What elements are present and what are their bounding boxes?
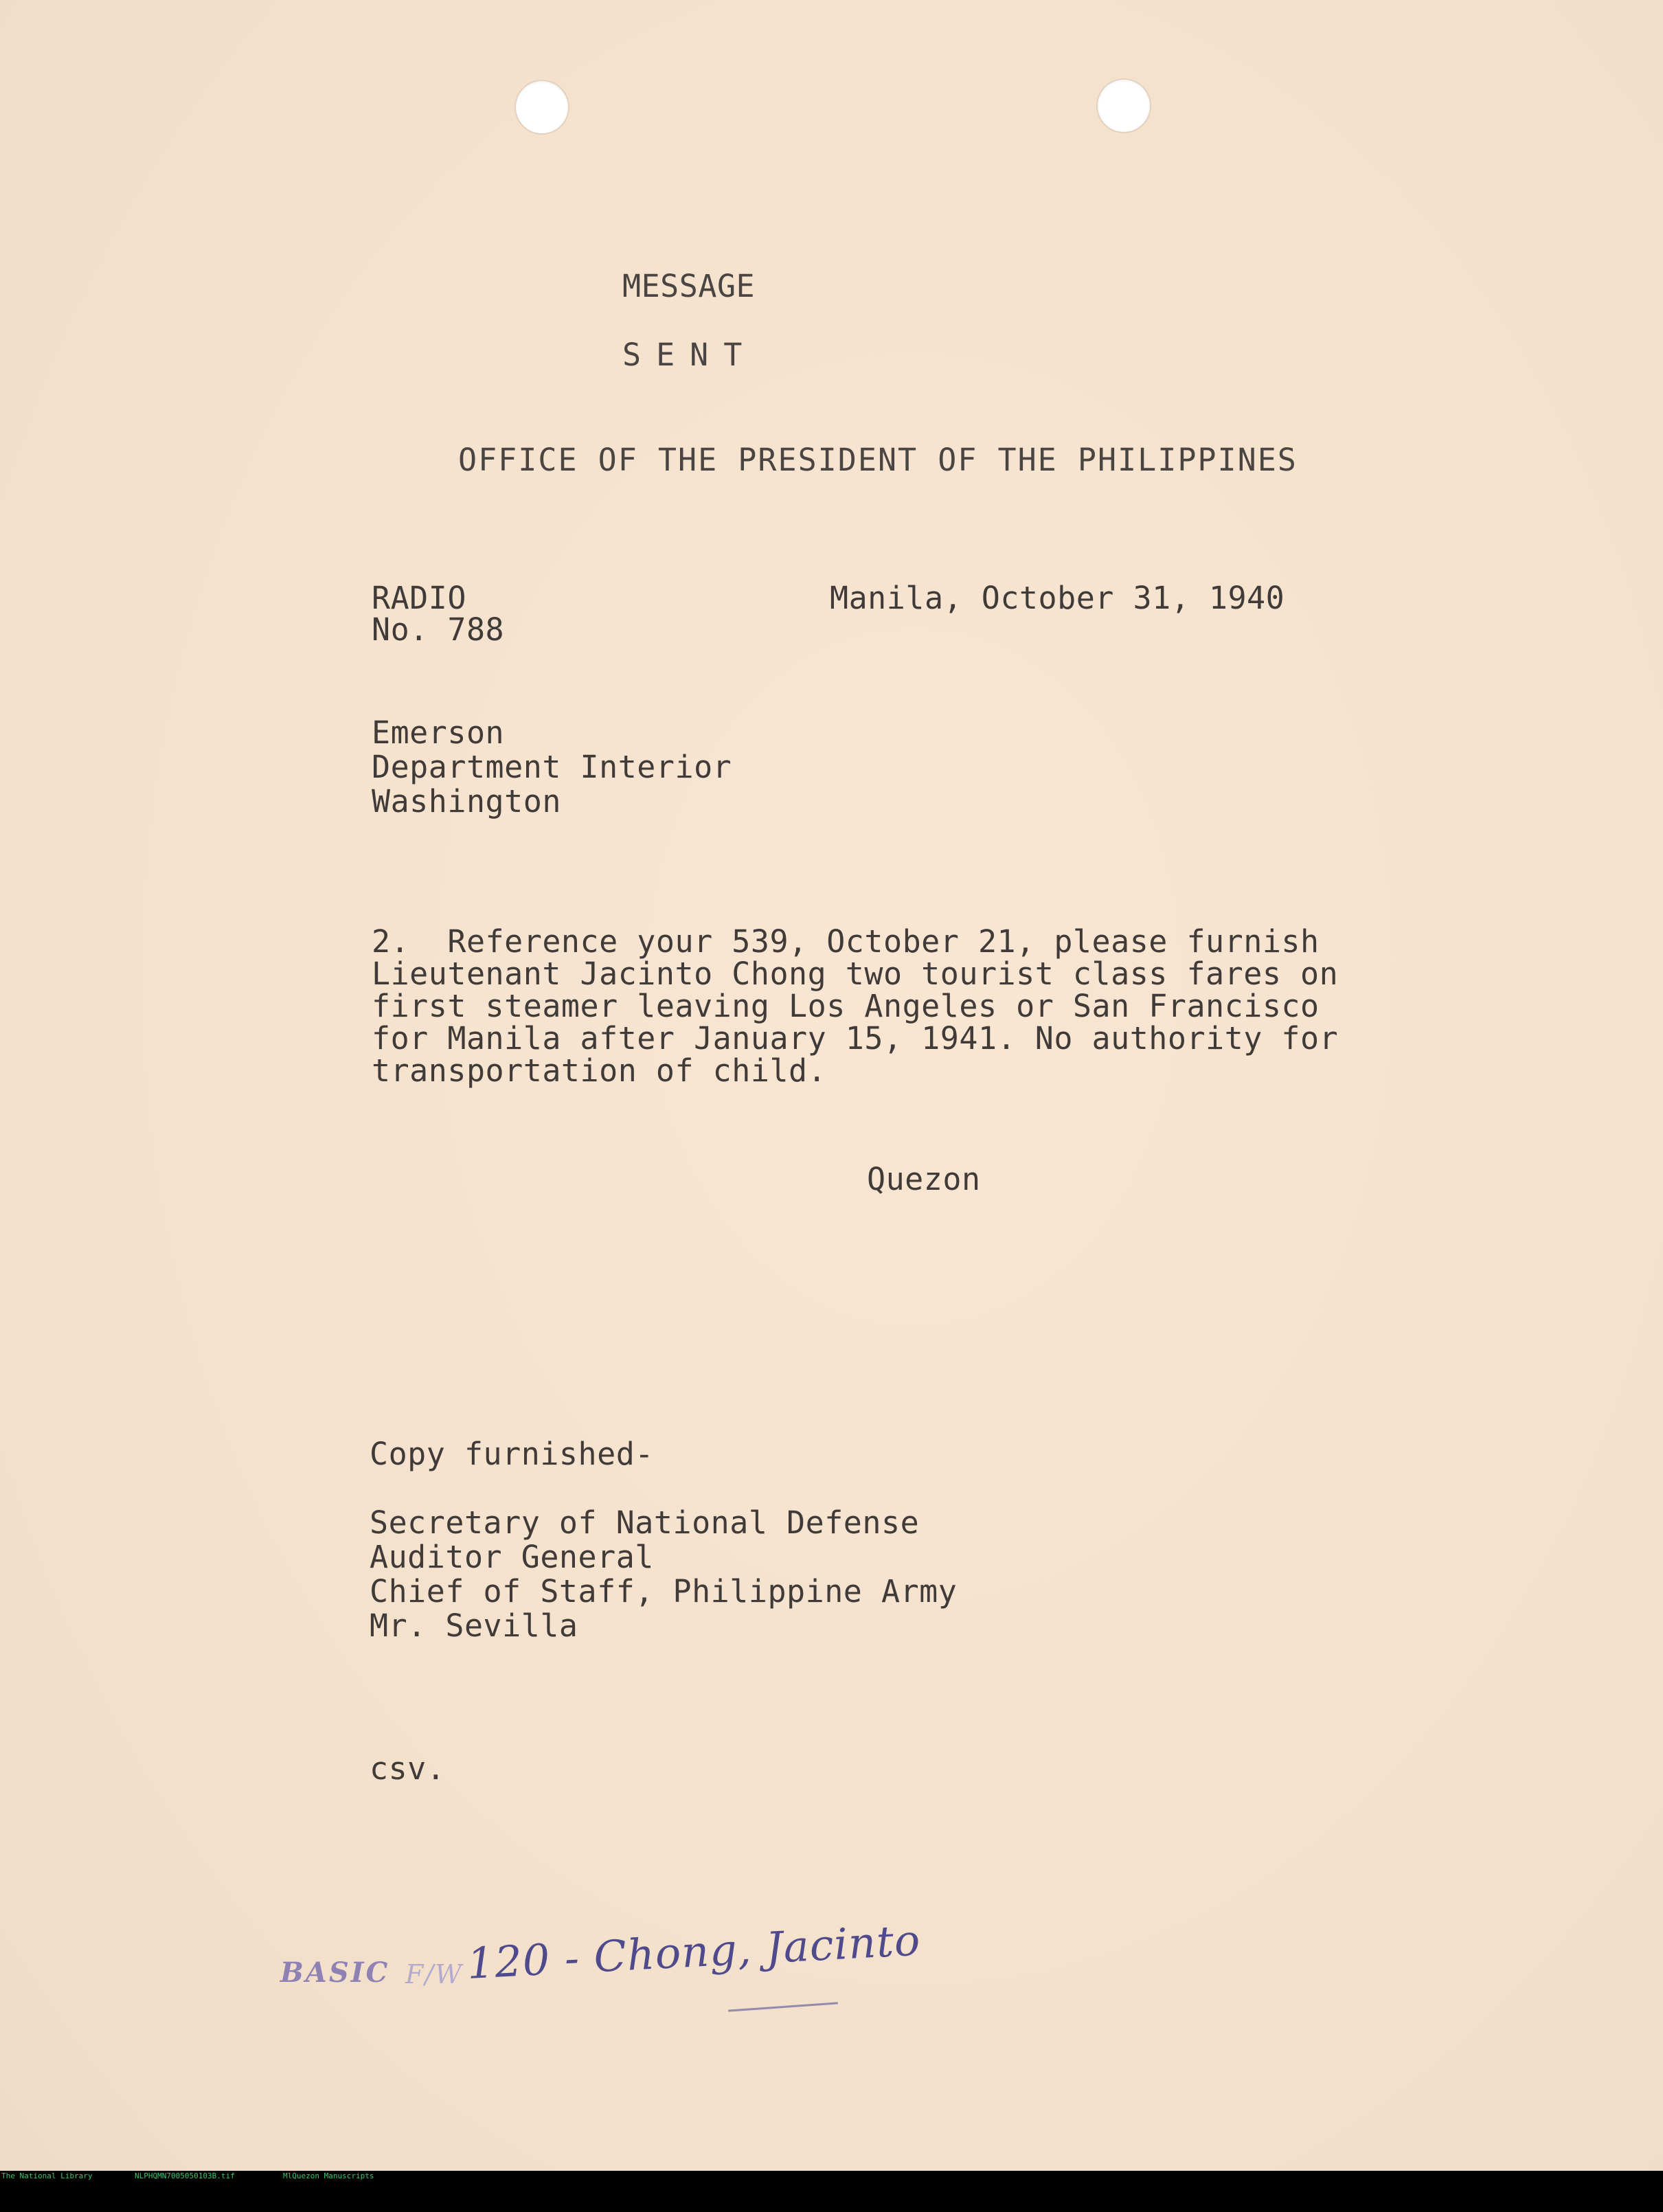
copy-recipient: Auditor General (370, 1539, 654, 1575)
office-title: OFFICE OF THE PRESIDENT OF THE PHILIPPINES (458, 442, 1298, 478)
radio-label: RADIO (372, 580, 466, 616)
body-line: for Manila after January 15, 1941. No authority for (372, 1020, 1339, 1057)
body-line: first steamer leaving Los Angeles or San Francisco (372, 988, 1320, 1024)
punch-hole-left (516, 81, 568, 133)
footer-collection: MlQuezon Manuscripts (283, 2171, 374, 2180)
basic-stamp: BASIC (280, 1956, 390, 1989)
radio-number: No. 788 (372, 611, 505, 648)
body-line: Lieutenant Jacinto Chong two tourist class fares on (372, 956, 1339, 992)
copy-recipient: Chief of Staff, Philippine Army (370, 1573, 958, 1610)
handwriting-stroke (728, 2002, 838, 2011)
message-date: Manila, October 31, 1940 (830, 580, 1285, 616)
fw-stamp: F/W (405, 1959, 464, 1989)
recipient-line: Department Interior (372, 749, 732, 785)
copy-recipient: Secretary of National Defense (370, 1504, 920, 1541)
footer-library: The National Library (1, 2171, 93, 2180)
punch-hole-right (1098, 80, 1150, 132)
heading-message: MESSAGE (622, 268, 756, 304)
footer-filename: NLPHQMN7005050103B.tif (135, 2171, 235, 2180)
typist-initials: csv. (370, 1750, 446, 1787)
copy-furnished-label: Copy furnished- (370, 1436, 654, 1472)
signature: Quezon (867, 1161, 981, 1197)
scan-footer (0, 2171, 1663, 2181)
recipient-line: Emerson (372, 714, 505, 751)
handwritten-file-note: 120 - Chong, Jacinto (466, 1915, 922, 1989)
body-line: 2. Reference your 539, October 21, please furnish (372, 923, 1320, 960)
copy-recipient: Mr. Sevilla (370, 1607, 578, 1644)
recipient-line: Washington (372, 783, 561, 820)
body-line: transportation of child. (372, 1052, 827, 1089)
heading-sent: SENT (622, 337, 758, 373)
